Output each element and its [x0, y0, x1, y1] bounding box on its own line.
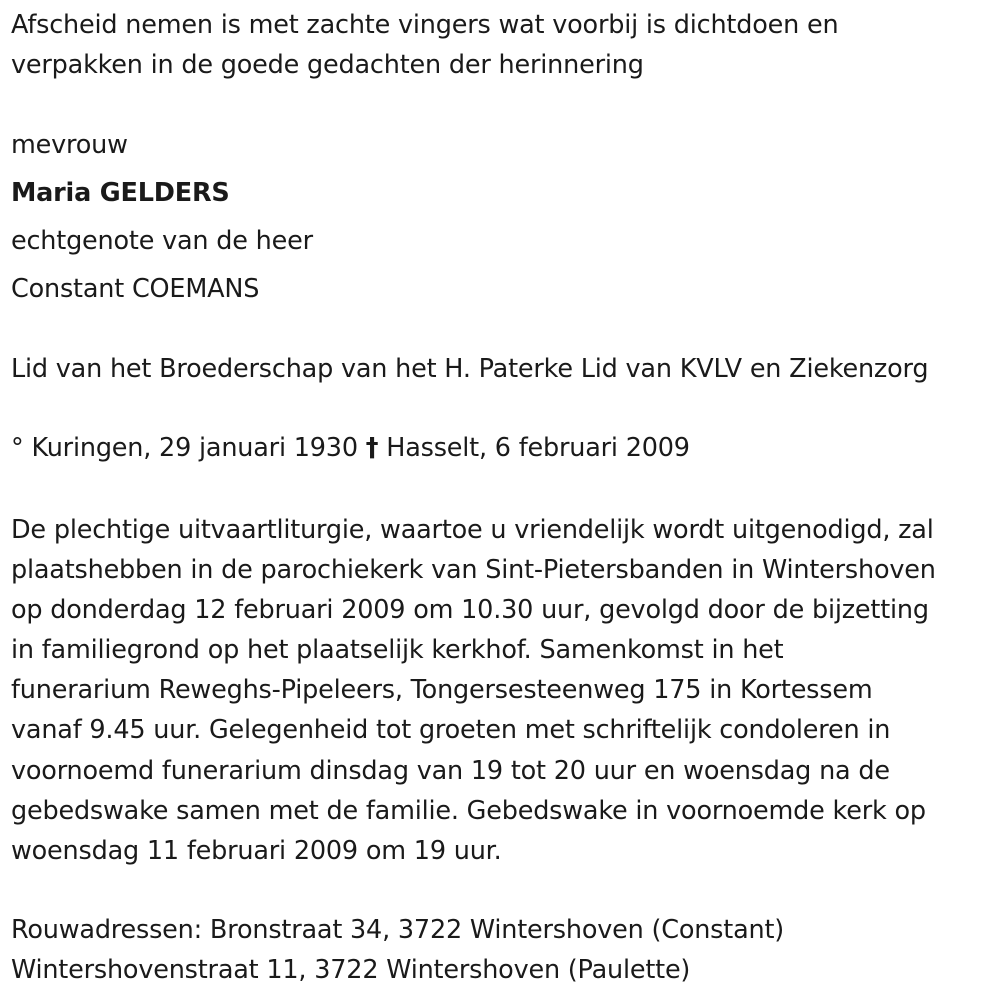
ceremony-paragraph — [11, 510, 996, 871]
birth-symbol: ° — [11, 433, 24, 463]
poem-line-2: verpakken in de goede gedachten der herinnering — [11, 50, 644, 80]
ceremony-line: De plechtige uitvaartliturgie, waartoe u vriendelijk wordt uitgenodigd, zal — [11, 515, 934, 545]
address-line-2: Wintershovenstraat 11, 3722 Wintershoven (Paulette) — [11, 955, 691, 985]
birth-place-date: Kuringen, 29 januari 1930 — [31, 433, 358, 463]
ceremony-line: plaatshebben in de parochiekerk van Sint-Pietersbanden in Wintershoven — [11, 555, 936, 586]
ceremony-line: funerarium Reweghs-Pipeleers, Tongersesteenweg 175 in Kortessem — [11, 675, 873, 706]
ceremony-line: vanaf 9.45 uur. Gelegenheid tot groeten met schriftelijk condoleren in — [11, 715, 891, 746]
life-dates — [11, 428, 690, 468]
ceremony-line: op donderdag 12 februari 2009 om 10.30 uur, gevolgd door de bijzetting — [11, 595, 929, 626]
person-relation: echtgenote van de heer — [11, 226, 313, 256]
person-title: mevrouw — [11, 130, 128, 160]
membership-text: Lid van het Broederschap van het H. Paterke Lid van KVLV en Ziekenzorg — [11, 354, 929, 384]
ceremony-line: gebedswake samen met de familie. Gebedswake in voornoemde kerk op — [11, 795, 926, 826]
spouse-name: Constant COEMANS — [11, 274, 260, 304]
poem-line-1: Afscheid nemen is met zachte vingers wat voorbij is dichtdoen en — [11, 10, 839, 40]
ceremony-line: in familiegrond op het plaatselijk kerkhof. Samenkomst in het — [11, 635, 784, 666]
ceremony-line: voornoemd funerarium dinsdag van 19 tot 20 uur en woensdag na de — [11, 755, 890, 786]
person-name: Maria GELDERS — [11, 178, 230, 208]
death-symbol: † — [365, 433, 379, 463]
death-place-date: Hasselt, 6 februari 2009 — [386, 433, 690, 463]
ceremony-line: woensdag 11 februari 2009 om 19 uur. — [11, 835, 502, 866]
address-line-1: Rouwadressen: Bronstraat 34, 3722 Wintershoven (Constant) — [11, 915, 784, 945]
